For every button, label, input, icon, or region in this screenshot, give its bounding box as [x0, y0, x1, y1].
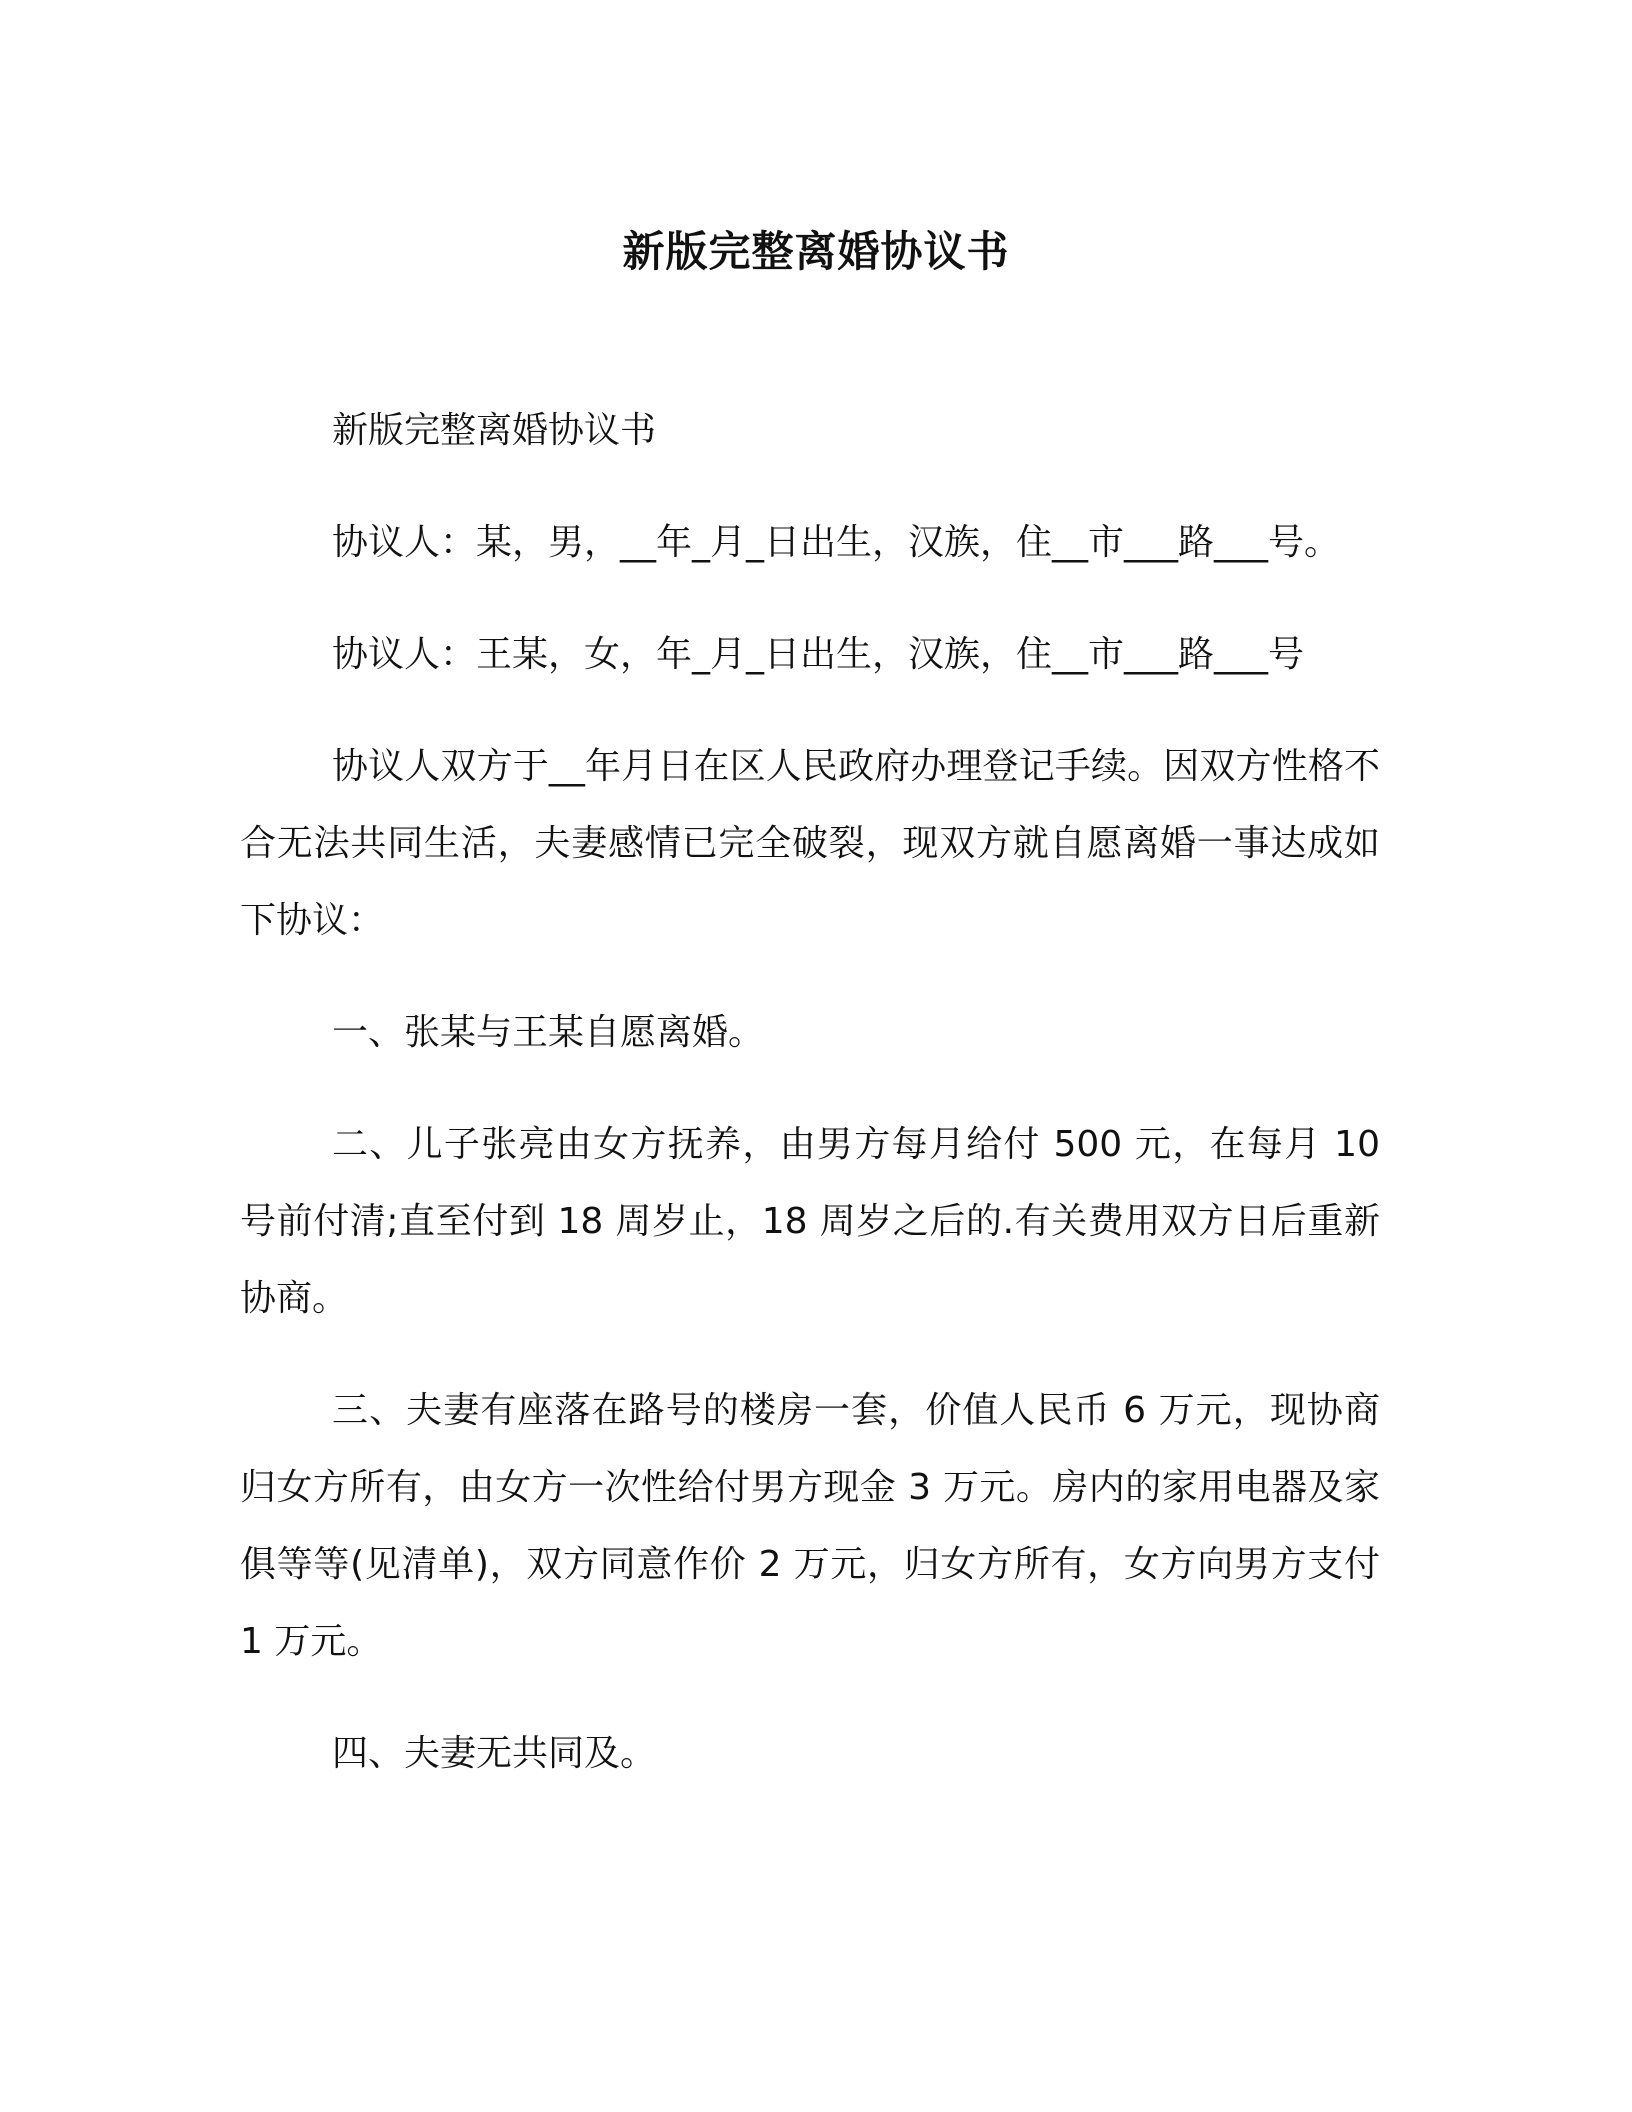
clause-three-paragraph: 三、夫妻有座落在路号的楼房一套，价值人民币 6 万元，现协商归女方所有，由女方一次性给付男方现金 3 万元。房内的家用电器及家俱等等(见清单)，双方同意作价 2 万元，归女方所有，女方向男方支付 1 万元。 — [240, 1390, 1380, 1662]
document-title: 新版完整离婚协议书 — [622, 227, 1010, 276]
party-one-paragraph: 协议人：某，男，__年_月_日出生，汉族，住__市___路___号。 — [332, 522, 1341, 563]
preamble-paragraph: 协议人双方于__年月日在区人民政府办理登记手续。因双方性格不合无法共同生活，夫妻感情已完全破裂，现双方就自愿离婚一事达成如下协议： — [240, 746, 1380, 941]
clause-one-paragraph: 一、张某与王某自愿离婚。 — [332, 1012, 765, 1053]
subtitle-paragraph: 新版完整离婚协议书 — [332, 410, 657, 451]
clause-two-paragraph: 二、儿子张亮由女方抚养，由男方每月给付 500 元，在每月 10 号前付清;直至付到 18 周岁止，18 周岁之后的.有关费用双方日后重新协商。 — [240, 1124, 1380, 1319]
party-two-paragraph: 协议人：王某，女，年_月_日出生，汉族，住__市___路___号 — [332, 634, 1305, 675]
clause-four-paragraph: 四、夫妻无共同及。 — [332, 1733, 657, 1774]
document-body — [240, 392, 1380, 1827]
